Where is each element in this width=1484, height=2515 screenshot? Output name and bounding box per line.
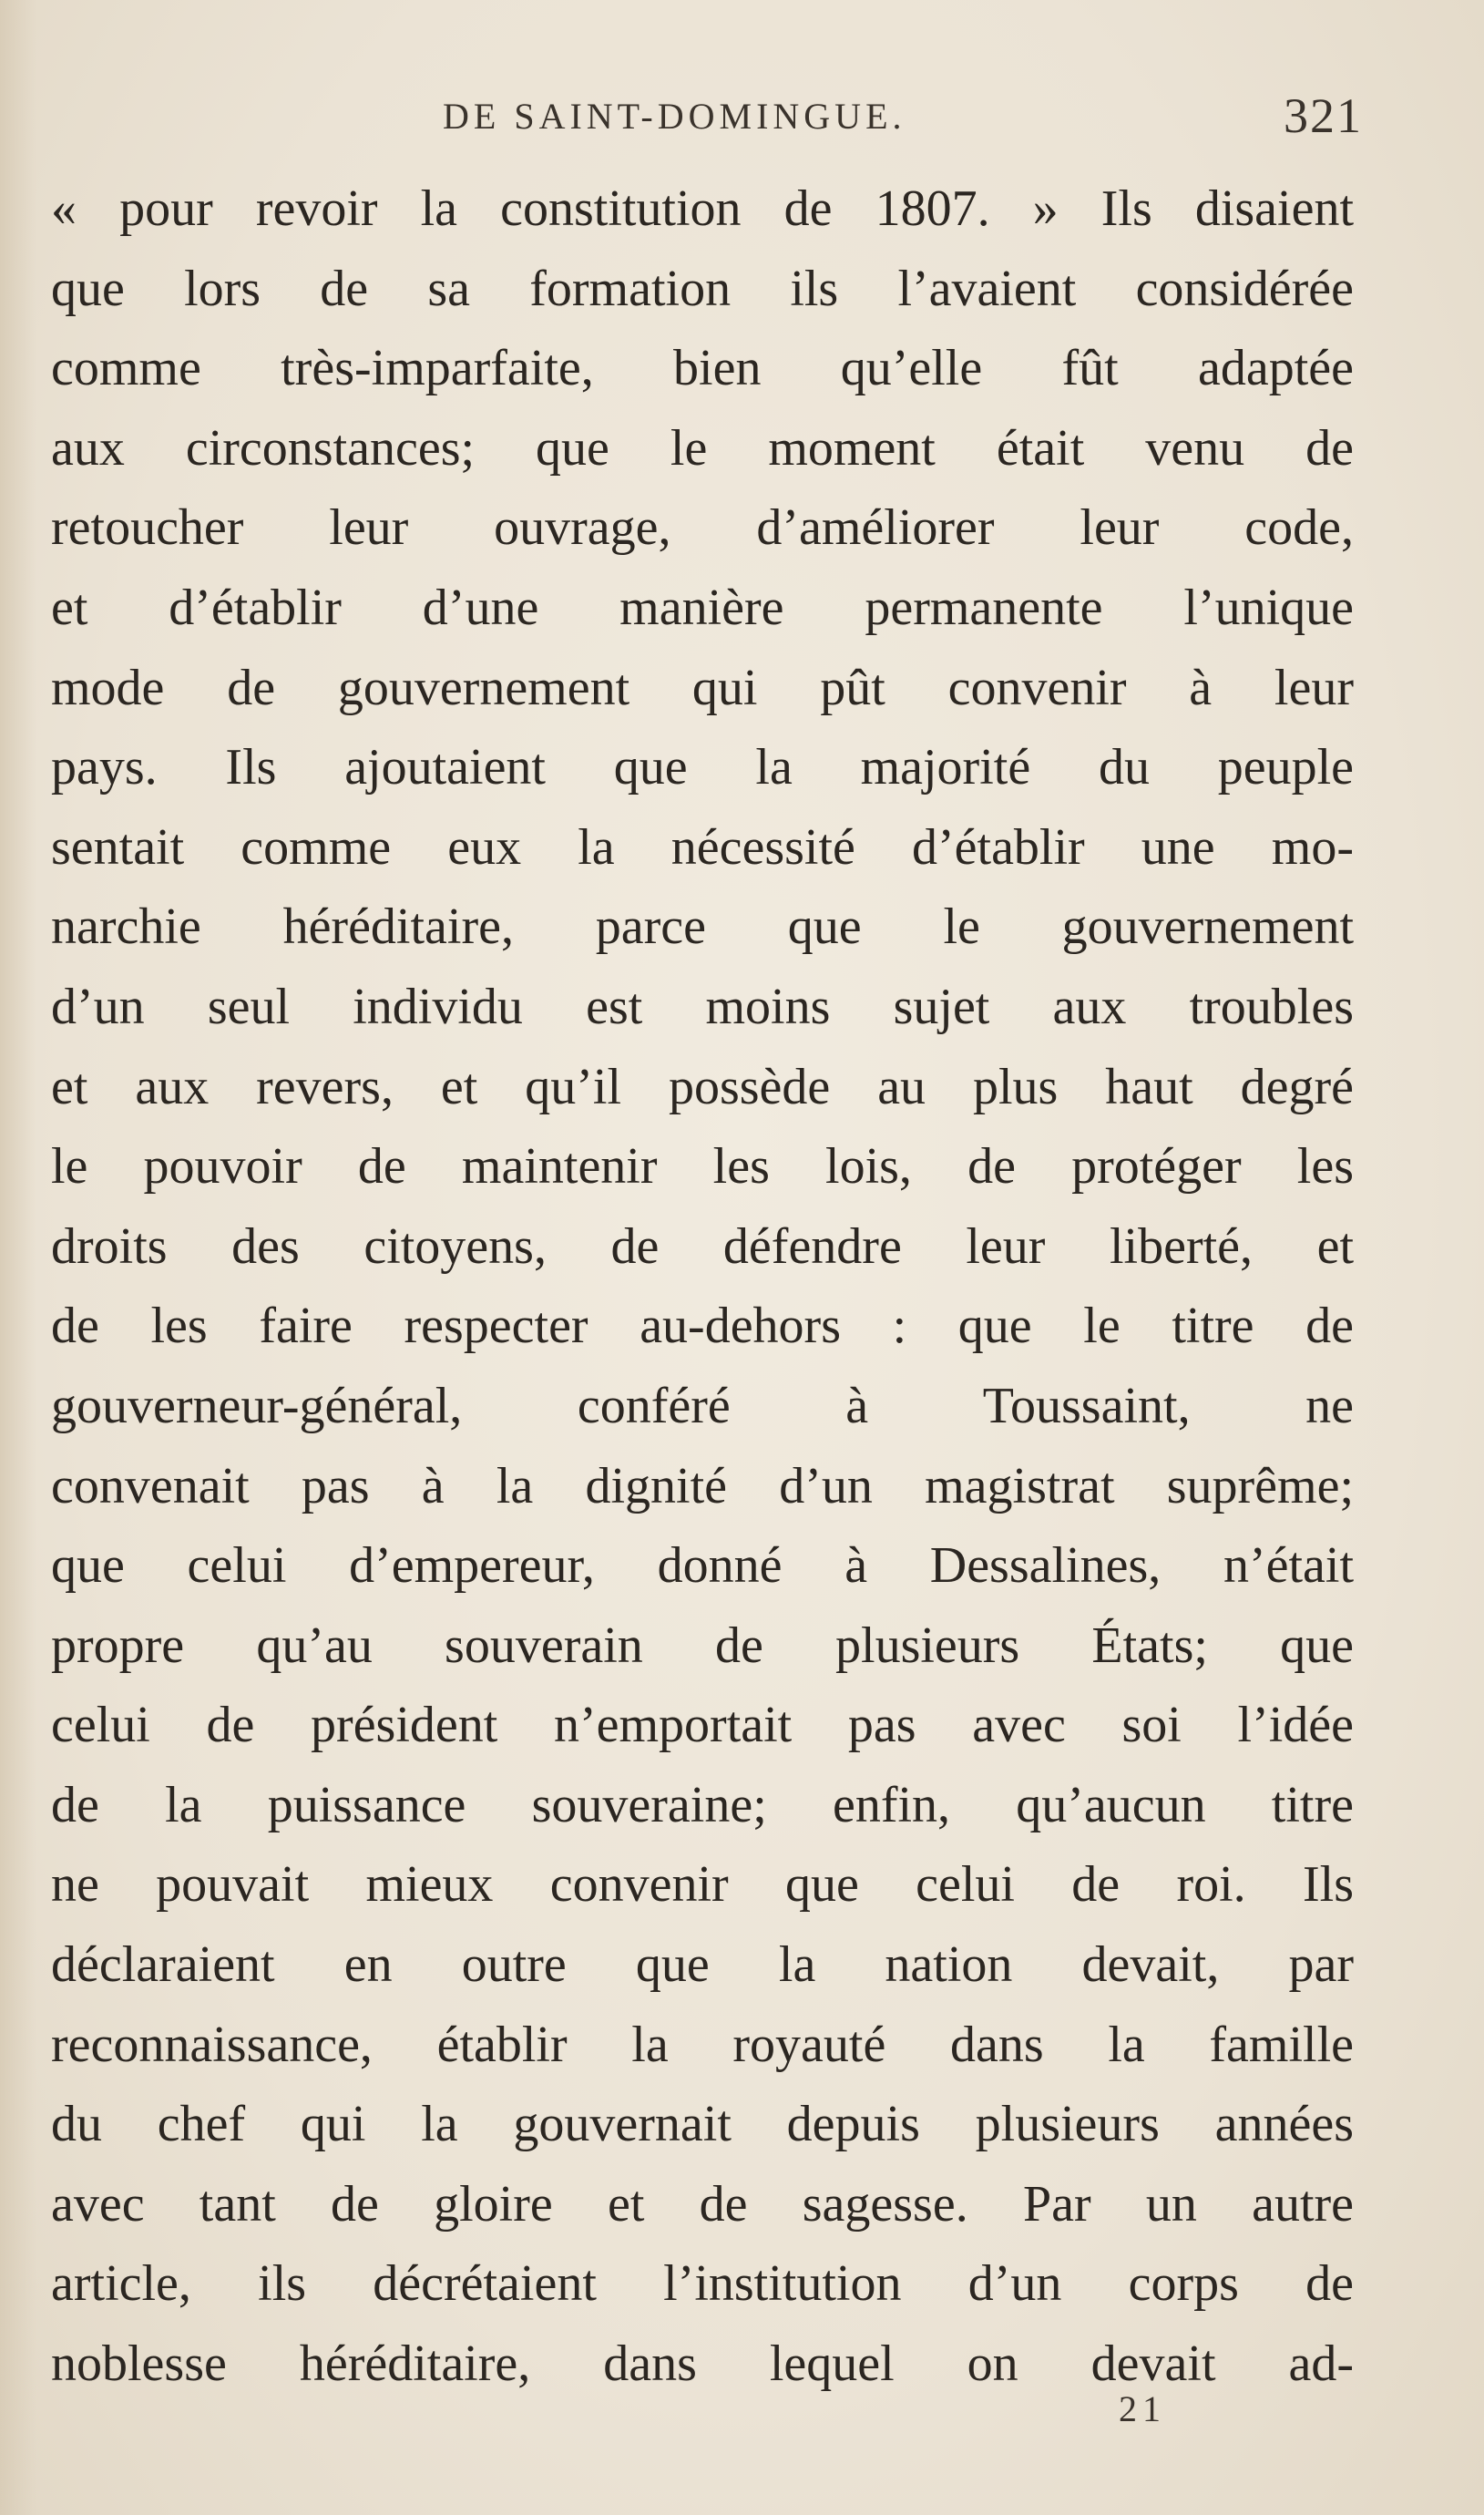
text-line: propre qu’au souverain de plusieurs États; que (51, 1617, 1354, 1674)
text-line: aux circonstances; que le moment était venu de (51, 419, 1354, 477)
page-number: 321 (1284, 88, 1363, 143)
text-line: mode de gouvernement qui pût convenir à leur (51, 659, 1354, 716)
text-line: et aux revers, et qu’il possède au plus haut degré (51, 1058, 1354, 1115)
text-line: d’un seul individu est moins sujet aux troubles (51, 978, 1354, 1035)
text-line: pays. Ils ajoutaient que la majorité du peuple (51, 739, 1354, 796)
signature-mark: 21 (1119, 2388, 1166, 2429)
body-text (51, 169, 1354, 2405)
text-line: sentait comme eux la nécessité d’établir une mo- (51, 818, 1354, 876)
text-line: narchie héréditaire, parce que le gouvernement (51, 898, 1354, 956)
text-line: de la puissance souveraine; enfin, qu’aucun titre (51, 1776, 1354, 1833)
text-line: et d’établir d’une manière permanente l’unique (51, 579, 1354, 636)
text-line: article, ils décrétaient l’institution d’un corps de (51, 2255, 1354, 2313)
text-line: déclaraient en outre que la nation devait, par (51, 1936, 1354, 1994)
text-line: que celui d’empereur, donné à Dessalines, n’était (51, 1537, 1354, 1595)
text-line: retoucher leur ouvrage, d’améliorer leur code, (51, 499, 1354, 557)
text-line: que lors de sa formation ils l’avaient considérée (51, 260, 1354, 317)
text-line: ne pouvait mieux convenir que celui de roi. Ils (51, 1856, 1354, 1914)
running-head (51, 87, 1363, 151)
text-line: le pouvoir de maintenir les lois, de protéger les (51, 1138, 1354, 1196)
text-line: reconnaissance, établir la royauté dans la famille (51, 2016, 1354, 2073)
text-line: droits des citoyens, de défendre leur liberté, et (51, 1217, 1354, 1275)
text-line: avec tant de gloire et de sagesse. Par un autre (51, 2175, 1354, 2233)
text-line: de les faire respecter au-dehors : que le titre de (51, 1298, 1354, 1355)
text-line: gouverneur-général, conféré à Toussaint, ne (51, 1377, 1354, 1434)
text-line: du chef qui la gouvernait depuis plusieurs années (51, 2096, 1354, 2153)
running-title: DE SAINT-DOMINGUE. (443, 96, 906, 137)
text-line: convenait pas à la dignité d’un magistrat suprême; (51, 1457, 1354, 1514)
text-line: comme très-imparfaite, bien qu’elle fût adaptée (51, 340, 1354, 397)
text-line: noblesse héréditaire, dans lequel on devait ad- (51, 2335, 1354, 2393)
text-line: « pour revoir la constitution de 1807. » Ils disaient (51, 180, 1354, 237)
text-line: celui de président n’emportait pas avec soi l’idée (51, 1697, 1354, 1754)
gutter-shadow (0, 0, 36, 2515)
